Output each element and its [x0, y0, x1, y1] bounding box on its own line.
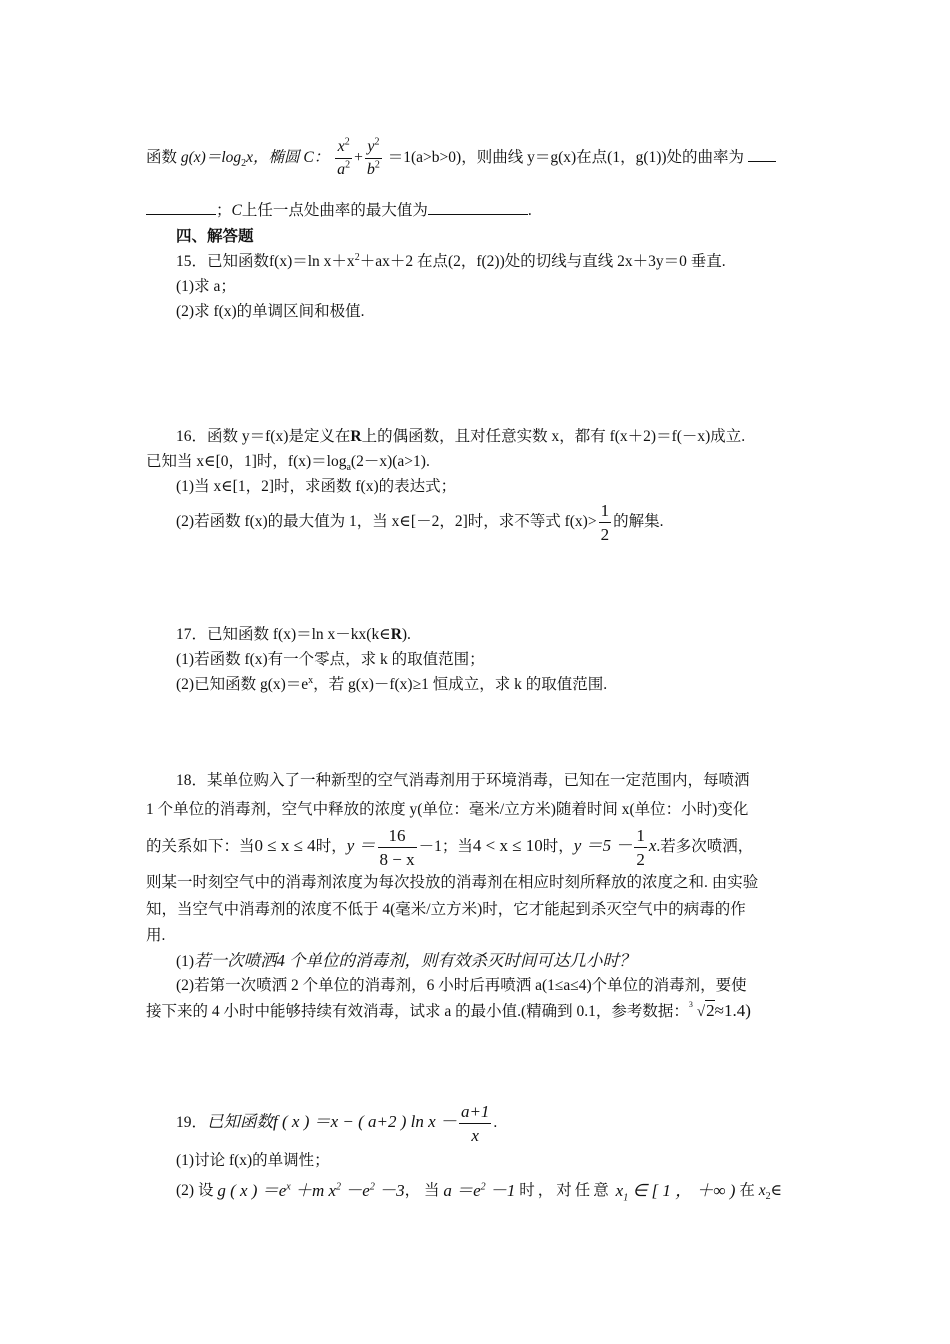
q14-end: .: [527, 202, 532, 219]
q16-part2-a: (2)若函数 f(x)的最大值为 1，当 x∈[－2，2]时，求不等式 f(x)>: [176, 513, 597, 531]
q16-half-den: 2: [600, 525, 610, 544]
q18-part1: [176, 950, 820, 973]
q18-x-tail: x: [648, 836, 657, 855]
section-title: [176, 226, 820, 248]
q14-plus: +: [354, 149, 363, 166]
q17-line1: [176, 624, 820, 646]
q19-elem: ∈: [770, 1182, 783, 1199]
frac-x-sup: 2: [344, 136, 350, 148]
q17-line1-b: ).: [401, 626, 411, 643]
q17-real-set: R: [390, 626, 402, 643]
q15-sup: 2: [354, 251, 360, 263]
q16-part1-text: (1)当 x∈[1，2]时，求函数 f(x)的表达式；: [176, 478, 457, 495]
q18-line2-text: 1 个单位的消毒剂，空气中释放的浓度 y(单位：毫米/立方米)随着时间 x(单位：小时)变化: [146, 801, 749, 818]
q19-num: 19．: [176, 1114, 208, 1131]
frac-b-sup: 2: [374, 159, 380, 171]
q19-part2: [176, 1174, 820, 1208]
q19-part2-a: (2) 设: [176, 1182, 214, 1199]
q17-sup-x: x: [308, 674, 314, 686]
q19-stem: [176, 1102, 820, 1144]
q19-a-eq-a: a ＝e: [443, 1181, 481, 1200]
q18-line3-b: .若多次喷洒，: [656, 838, 754, 855]
q17-part2: [176, 674, 820, 696]
q18-line2: [146, 799, 820, 821]
root-value: 2: [706, 1001, 715, 1020]
q19-g-def: [217, 1181, 404, 1200]
q14-text: 函数: [146, 149, 178, 166]
q14-tail: 上任一点处曲率的最大值为: [241, 202, 428, 219]
q19-g-mid: ＋m x: [290, 1181, 337, 1200]
q18-part2-text: (2)若第一次喷洒 2 个单位的消毒剂，6 小时后再喷洒 a(1≤a≤4)个单位的消毒剂，要使: [176, 977, 747, 994]
q17-part1-text: (1)若函数 f(x)有一个零点，求 k 的取值范围；: [176, 651, 485, 668]
q15-part1: [176, 276, 820, 298]
q18-part2: [176, 975, 820, 997]
q14-eq-tail: ＝1(a>b>0)，则曲线: [387, 149, 524, 166]
q14-line2: [146, 200, 820, 222]
q18-part1-a: (1): [176, 953, 195, 970]
q17-part1: [176, 649, 820, 671]
q19-x1-range: [615, 1181, 736, 1204]
q18-part2-cont: [146, 1000, 820, 1023]
q16-line2-b: (2－x)(a>1).: [350, 453, 430, 470]
q18-part1-b: 若一次喷洒4 个单位的消毒剂，则有效杀灭时间可达几小时？: [194, 951, 636, 970]
q19-shi: 时，对任意: [519, 1182, 612, 1199]
q18-line4-text: 则某一时刻空气中的消毒剂浓度为每次投放的消毒剂在相应时刻所释放的浓度之和. 由实验: [146, 874, 759, 891]
q18-approx: ≈1.4): [714, 1001, 751, 1020]
q18-line5: [146, 899, 820, 921]
q14-frac-y: [365, 136, 382, 178]
root-index: 3: [688, 1000, 693, 1009]
q16-line1-b: 上的偶函数，且对任意实数 x，都有 f(x＋2)＝f(－x)成立.: [361, 428, 746, 445]
q17-part2-a: (2)已知函数 g(x)＝e: [176, 676, 309, 693]
q19-end: .: [493, 1114, 498, 1131]
q19-zai: 在: [739, 1182, 755, 1199]
section-title-text: 四、解答题: [176, 228, 254, 245]
q19-stem-a: 已知函数: [207, 1112, 274, 1131]
q19-x2-var: x: [758, 1182, 766, 1199]
q18-when1: 时，: [315, 838, 347, 855]
q15-part1-text: (1)求 a；: [176, 278, 236, 295]
q15-stem-a: 15．已知函数: [176, 253, 270, 270]
q19-x2-sub: 2: [765, 1191, 771, 1203]
q18-part2-b: 接下来的 4 小时中能够持续有效消毒，试求 a 的最小值.(精确到 0.1，参考数据：: [146, 1003, 689, 1020]
q16-line1: [176, 426, 820, 448]
q15-stem-b: f(x)＝ln x＋x: [269, 253, 355, 270]
q18-when2: 时，: [542, 838, 574, 855]
q16-line2: [146, 451, 820, 473]
frac-y-den: b: [366, 160, 375, 178]
q14-c-label: C：: [303, 149, 330, 166]
q19-g-tail: －e: [341, 1181, 370, 1200]
q19-frac: [459, 1103, 491, 1144]
q14-line1: [146, 138, 820, 178]
q19-sq-3: 2: [480, 1181, 486, 1193]
q18-line5-text: 知，当空气中消毒剂的浓度不低于 4(毫米/立方米)时，它才能起到杀灭空气中的病毒的作: [146, 901, 746, 918]
q16-real-set: R: [350, 428, 362, 445]
q15-part2-text: (2)求 f(x)的单调区间和极值.: [176, 303, 365, 320]
q16-half: [599, 502, 612, 543]
q18-line3-a: 的关系如下：当: [146, 838, 255, 855]
q14-semicolon: ；: [216, 202, 232, 219]
q18-half-den: 2: [636, 849, 645, 869]
q19-g-sup: x: [286, 1181, 291, 1193]
q18-cond1: 0 ≤ x ≤ 4: [254, 836, 316, 855]
q18-line4: [146, 872, 820, 894]
q14-blank-1b: [146, 200, 216, 215]
q19-g-def-a: g ( x ) ＝e: [217, 1181, 287, 1200]
q19-frac-num: a+1: [459, 1103, 491, 1124]
q14-blank-2: [428, 200, 528, 215]
q19-a-eq: [443, 1181, 515, 1200]
q18-y-eq2: y ＝5 －: [573, 836, 633, 855]
q18-y-eq: y ＝: [346, 836, 376, 855]
q16-half-num: 1: [599, 502, 612, 523]
q19-sq-2: 2: [369, 1181, 375, 1193]
q14-blank-1a: [748, 147, 776, 162]
q16-part2-b: 的解集.: [613, 513, 664, 531]
q16-part2: [176, 502, 820, 543]
q19-dang: 当: [423, 1182, 440, 1199]
q16-part1: [176, 476, 820, 498]
q18-line1-text: 18．某单位购入了一种新型的空气消毒剂用于环境消毒，已知在一定范围内，每喷洒: [176, 772, 750, 789]
q14-c: C: [231, 202, 242, 219]
q14-g-sub: 2: [241, 158, 247, 170]
q18-half-num: 1: [634, 827, 647, 848]
q14-curve: y＝g(x)在点(1，g(1))处的曲率为: [527, 149, 745, 166]
frac-a-sup: 2: [345, 159, 351, 171]
q14-frac-x: [335, 136, 352, 178]
q19-comma: ，: [404, 1182, 421, 1199]
q16-sub-a: a: [346, 462, 351, 474]
frac-x-den: a: [337, 160, 346, 178]
frac-y-sup: 2: [374, 136, 380, 148]
q18-frac: [378, 827, 417, 868]
q14-g-def: g(x)＝log: [180, 149, 242, 166]
q18-line6-text: 用.: [146, 927, 166, 944]
q16-line2-a: 已知当 x∈[0，1]时，f(x)＝log: [146, 453, 347, 470]
q18-line6: [146, 925, 820, 947]
q18-frac-num: 16: [378, 827, 417, 848]
q18-line1: [176, 770, 820, 792]
q19-frac-den: x: [471, 1125, 479, 1145]
frac-y-num: y: [367, 137, 375, 155]
q18-cube-root: 3 √2: [689, 1000, 715, 1023]
q18-cond2: 4 < x ≤ 10: [472, 836, 543, 855]
q15-part2: [176, 301, 820, 323]
frac-x-num: x: [337, 137, 345, 155]
q19-x1-interval: ∈ [ 1 ， ＋∞ ): [628, 1181, 736, 1200]
q19-g-tail2: －3: [374, 1181, 405, 1200]
q19-part1-text: (1)讨论 f(x)的单调性；: [176, 1152, 330, 1169]
q15-stem: [176, 251, 820, 273]
q19-x1-sub: 1: [623, 1192, 629, 1204]
q19-part1: [176, 1150, 820, 1172]
q15-stem-c: ＋ax＋2 在点(2，f(2))处的切线与直线 2x＋3y＝0 垂直.: [359, 253, 726, 270]
q19-x1: x: [615, 1181, 624, 1200]
q17-line1-a: 17．已知函数 f(x)＝ln x－kx(k∈: [176, 626, 391, 643]
q16-line1-a: 16．函数 y＝f(x)是定义在: [176, 428, 351, 445]
q18-half: [634, 827, 647, 868]
q19-f-def: f ( x ) ＝x − ( a+2 ) ln x －: [273, 1112, 457, 1131]
q18-minus1: －1；当: [418, 838, 473, 855]
q19-x2: [758, 1182, 783, 1203]
q14-g-tail: x，椭圆: [246, 149, 300, 166]
q19-a-tail: －1: [485, 1181, 516, 1200]
q18-line3: [146, 826, 820, 868]
q19-sq-1: 2: [336, 1181, 342, 1193]
q18-frac-den: 8 − x: [379, 849, 415, 869]
q17-part2-b: ，若 g(x)－f(x)≥1 恒成立，求 k 的取值范围.: [313, 676, 608, 693]
